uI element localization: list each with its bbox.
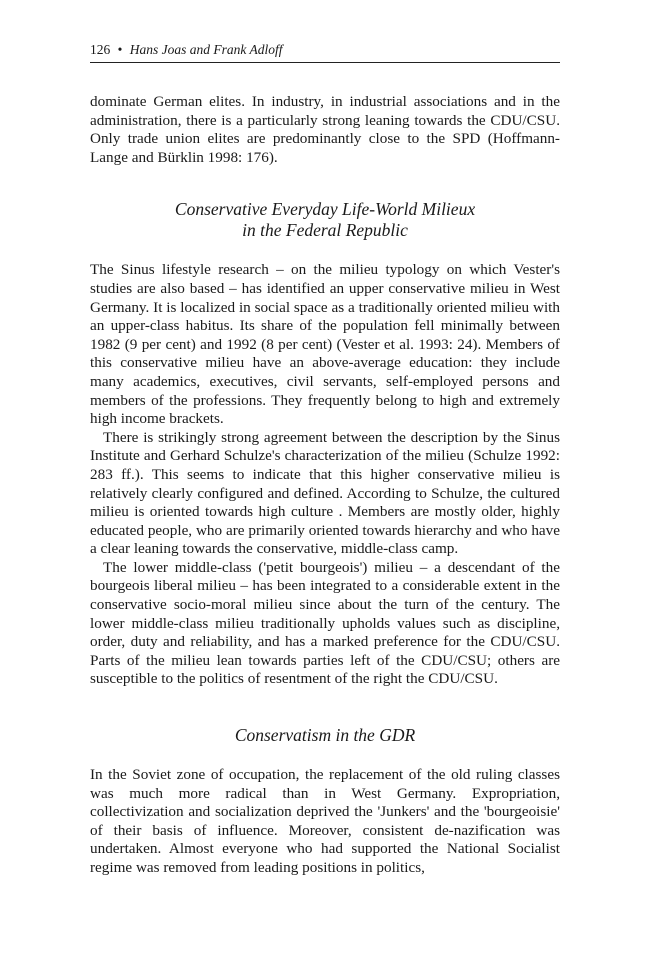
section-heading-line-2: in the Federal Republic: [242, 220, 408, 241]
paragraph-sinus: The Sinus lifestyle research – on the milieu typology on which Vester's studies are also based – has identified an upper conservative milieu in West Germany. It is localized in social space as a traditionally oriented milieu with an upper-class habitus. Its share of the population fell minimally between 1982 (9 per cent) and 1992 (8 per cent) (Vester et al. 1993: 24). Members of this conservative milieu have an above-average education: they include many academics, executives, civil servants, self-employed persons and members of the professions. They frequently belong to high and extremely high income brackets.: [90, 261, 560, 428]
running-head-authors: Hans Joas and Frank Adloff: [129, 42, 283, 57]
paragraph-gdr: In the Soviet zone of occupation, the replacement of the old ruling classes was much more radical than in West Germany. Expropriation, collectivization and socialization deprived the 'Junkers' and the 'bourgeoisie' of their basis of influence. Moreover, consistent de-nazification was undertaken. Almost everyone who had supported the National Socialist regime was removed from leading positions in politics,: [90, 766, 560, 876]
section-heading-gdr: Conservatism in the GDR: [234, 725, 416, 746]
paragraph-lower-middle-class: The lower middle-class ('petit bourgeois') milieu – a descendant of the bourgeois liberal milieu – has been integrated to a considerable extent in the conservative socio-moral milieu since about the turn of the century. The lower middle-class milieu traditionally upholds values such as discipline, order, duty and reliability, and has a marked preference for the CDU/CSU. Parts of the milieu lean towards parties left of the CDU/CSU; others are susceptible to the politics of resentment of the right the CDU/CSU.: [90, 558, 560, 688]
page-number: 126: [90, 42, 111, 57]
book-page: [90, 40, 560, 878]
section-heading-line-1: Conservative Everyday Life-World Milieux: [174, 199, 476, 220]
paragraph-intro: dominate German elites. In industry, in industrial associations and in the administration, there is a particularly strong leaning towards the CDU/CSU. Only trade union elites are predominantly close to the SPD (Hoffmann-Lange and Bürklin 1998: 176).: [90, 93, 560, 166]
section-heading-conservative-milieux: [90, 199, 560, 241]
running-head: [90, 40, 560, 63]
header-separator: •: [117, 42, 123, 57]
paragraph-schulze: There is strikingly strong agreement between the description by the Sinus Institute and Gerhard Schulze's characterization of the milieu (Schulze 1992: 283 ff.). This seems to indicate that this higher conservative milieu is relatively clearly configured and defined. According to Schulze, the cultured milieu is oriented towards high culture . Members are mostly older, highly educated people, who are primarily oriented towards hierarchy and who have a clear leaning towards the conservative, middle-class camp.: [90, 428, 560, 558]
